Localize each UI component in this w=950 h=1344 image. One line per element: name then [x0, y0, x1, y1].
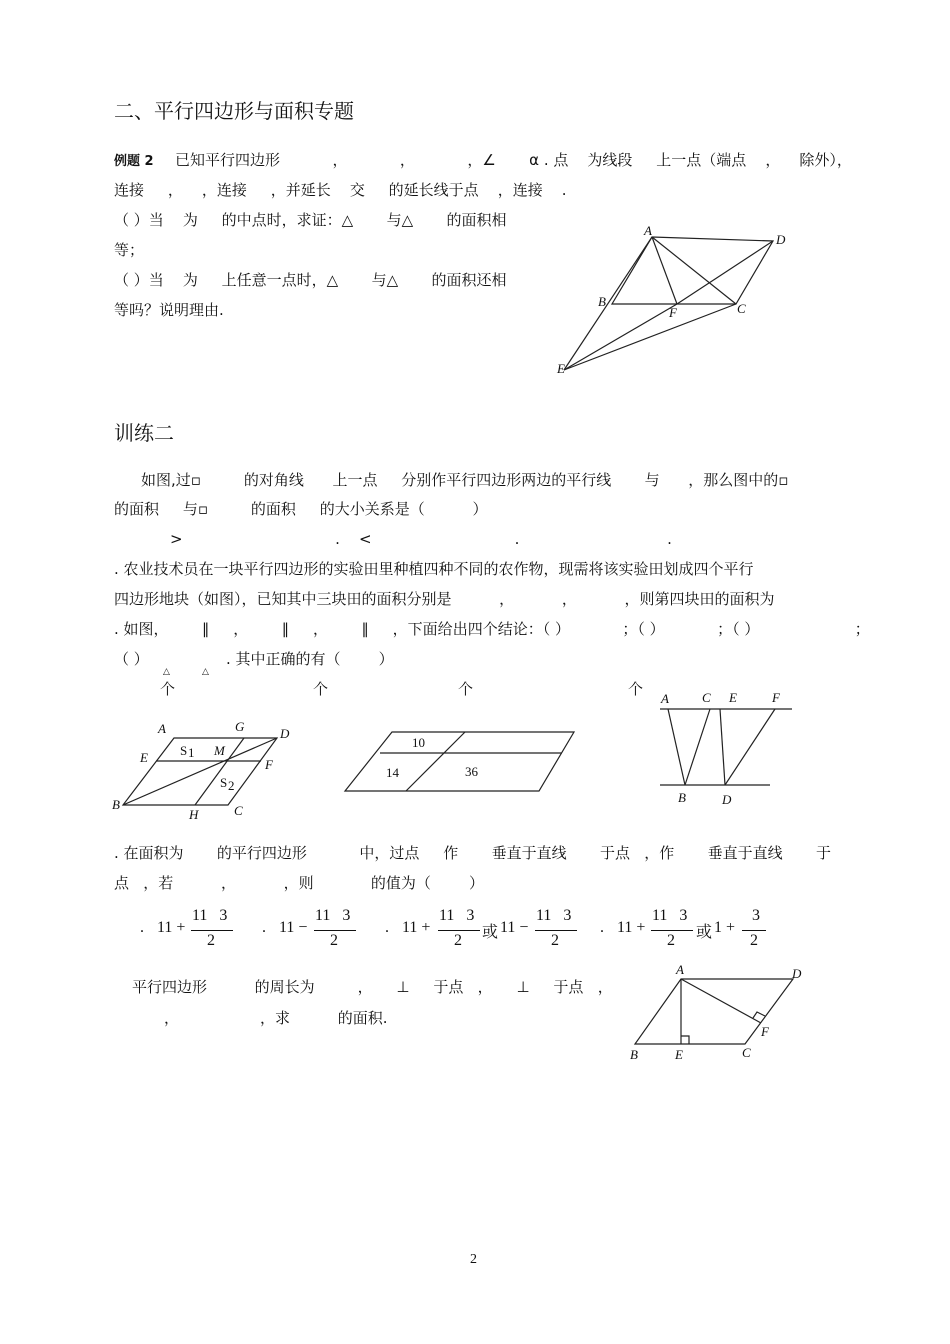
option-b [262, 905, 362, 955]
choice-a: 个 [160, 680, 176, 698]
option-b-dot: . [262, 919, 266, 936]
option-d-prefix-2: 1 + [714, 919, 736, 936]
choice-b: 个 [313, 680, 329, 698]
label-a: A [676, 962, 684, 977]
parallelogram-field [345, 732, 574, 791]
choice-c: 个 [458, 680, 474, 698]
example-label: 例题 2 [114, 154, 154, 169]
option-c-or: 或 [482, 924, 499, 941]
figure-four-fields [340, 725, 580, 795]
option-c-prefix: 11 + [402, 919, 431, 936]
height-af [681, 979, 761, 1023]
figure-parallelogram-heights [625, 962, 810, 1067]
diagonal-bd [123, 738, 277, 805]
section-title: 二、平行四边形与面积专题 [114, 99, 354, 123]
label-a: A [661, 691, 669, 706]
label-d: D [722, 792, 732, 807]
example-question-2-end: 等吗？说明理由. [114, 301, 224, 319]
label-f: F [265, 757, 273, 772]
label-m: M [214, 743, 225, 758]
option-d-dot: . [600, 919, 604, 936]
example-question-1: （ ）当 为 的中点时，求证：△ 与△ 的面积相 [114, 211, 507, 229]
label-s2: S [220, 775, 228, 790]
option-c-denominator: 2 [454, 932, 462, 949]
option-a-dot: . [140, 919, 144, 936]
example-line-2: 连接 ， ，连接 ，并延长 交 的延长线于点 ，连接 . [114, 181, 567, 199]
label-b: B [678, 790, 686, 805]
option-d-fraction-bar [651, 930, 693, 931]
example-line-1: 已知平行四边形 ， ， ，∠ α . 点 为线段 上一点（端点 ， 除外）， [175, 151, 852, 169]
example-question-1-end: 等； [114, 241, 145, 259]
segment-fd [725, 709, 775, 785]
label-h: H [189, 807, 199, 822]
option-d-denominator: 2 [667, 932, 675, 949]
problem-2-line-1: . 农业技术员在一块平行四边形的实验田里种植四种不同的农作物，现需将该实验田划成四个平行 [114, 560, 754, 578]
triangle-symbol-1: △ [163, 667, 170, 677]
option-b-numerator: 11 3 [315, 907, 351, 924]
problem-3-line-2-end: . 其中正确的有（ ） [226, 650, 394, 668]
option-c [385, 905, 585, 955]
option-c-prefix-2: 11 − [500, 919, 529, 936]
label-b: B [112, 797, 120, 812]
label-c: C [702, 690, 711, 705]
option-d-prefix: 11 + [617, 919, 646, 936]
option-a-prefix: 11 + [157, 919, 186, 936]
problem-5-line-2: ， ，求 的面积. [164, 1009, 388, 1027]
label-e: E [675, 1047, 683, 1062]
option-c-numerator-2: 11 3 [536, 907, 572, 924]
problem-1-line-1: 如图,过▫ 的对角线 上一点 分别作平行四边形两边的平行线 与 ，那么图中的▫ [141, 471, 789, 489]
problem-2-line-2: 四边形地块（如图），已知其中三块田的面积分别是 ， ， ，则第四块田的面积为 [114, 590, 775, 608]
triangle-symbol-2: △ [202, 667, 209, 677]
right-angle-f [753, 1012, 765, 1018]
problem-4-line-1: . 在面积为 的平行四边形 中，过点 作 垂直于直线 于点 ，作 垂直于直线 于 [114, 844, 832, 862]
option-b-fraction-bar [314, 930, 356, 931]
problem-4-line-2: 点 ，若 ， ，则 的值为（ ） [114, 874, 485, 892]
option-a [140, 905, 240, 955]
label-f: F [772, 690, 780, 705]
choice-d: 个 [628, 680, 644, 698]
area-value-36: 36 [465, 764, 478, 779]
segment-fe [564, 304, 677, 370]
label-f: F [761, 1024, 769, 1039]
label-c: C [737, 301, 746, 316]
segment-ab [668, 709, 685, 785]
training-title: 训练二 [114, 421, 174, 445]
area-value-14: 14 [386, 765, 399, 780]
figure-parallel-lines [650, 688, 800, 813]
label-e: E [729, 690, 737, 705]
problem-1-line-2: 的面积 与▫ 的面积 的大小关系是（ ） [114, 500, 488, 518]
example-question-2: （ ）当 为 上任意一点时，△ 与△ 的面积还相 [114, 271, 507, 289]
label-e: E [557, 361, 565, 376]
label-s1-subscript: 1 [188, 745, 195, 760]
parallelogram-abcd [635, 979, 793, 1044]
label-e: E [140, 750, 148, 765]
option-c-denominator-2: 2 [551, 932, 559, 949]
problem-3-line-2: （ ） [114, 650, 149, 668]
label-a: A [158, 721, 166, 736]
label-d: D [776, 232, 786, 247]
option-c-fraction-bar-2 [535, 930, 577, 931]
label-b: B [630, 1047, 638, 1062]
option-a-fraction-bar [191, 930, 233, 931]
segment-ed [720, 709, 725, 785]
problem-3-line-1: . 如图， ∥ ， ∥ ， ∥ ，下面给出四个结论：（ ） ；（ ） ；（ ） ； [114, 620, 870, 638]
label-c: C [742, 1045, 751, 1060]
option-d-numerator: 11 3 [652, 907, 688, 924]
option-a-denominator: 2 [207, 932, 215, 949]
problem-5-line-1: 平行四边形 的周长为 ， ⊥ 于点 ， ⊥ 于点 ， [132, 978, 613, 996]
label-s1: S [180, 743, 188, 758]
label-f: F [669, 305, 677, 320]
option-a-numerator: 11 3 [192, 907, 228, 924]
option-d-numerator-2: 3 [752, 907, 760, 924]
page-number: 2 [470, 1252, 477, 1267]
label-d: D [280, 726, 290, 741]
segment-cb [685, 709, 710, 785]
option-d-or: 或 [696, 924, 713, 941]
figure-parallelogram-s1-s2 [100, 715, 310, 825]
option-c-dot: . [385, 919, 389, 936]
label-d: D [792, 966, 802, 981]
option-d-denominator-2: 2 [750, 932, 758, 949]
option-c-numerator: 11 3 [439, 907, 475, 924]
area-value-10: 10 [412, 735, 425, 750]
option-d [600, 905, 780, 955]
problem-1-options: > . < . . [170, 530, 672, 548]
figure-parallelogram-abcd-e [540, 220, 800, 380]
label-b: B [598, 294, 606, 309]
option-c-fraction-bar [438, 930, 480, 931]
label-c: C [234, 803, 243, 818]
option-b-denominator: 2 [330, 932, 338, 949]
right-angle-e [681, 1036, 689, 1044]
label-a: A [644, 223, 652, 238]
label-g: G [235, 719, 245, 734]
option-d-fraction-bar-2 [742, 930, 766, 931]
segment-ce [564, 304, 736, 370]
option-b-prefix: 11 − [279, 919, 308, 936]
label-s2-subscript: 2 [228, 778, 235, 793]
